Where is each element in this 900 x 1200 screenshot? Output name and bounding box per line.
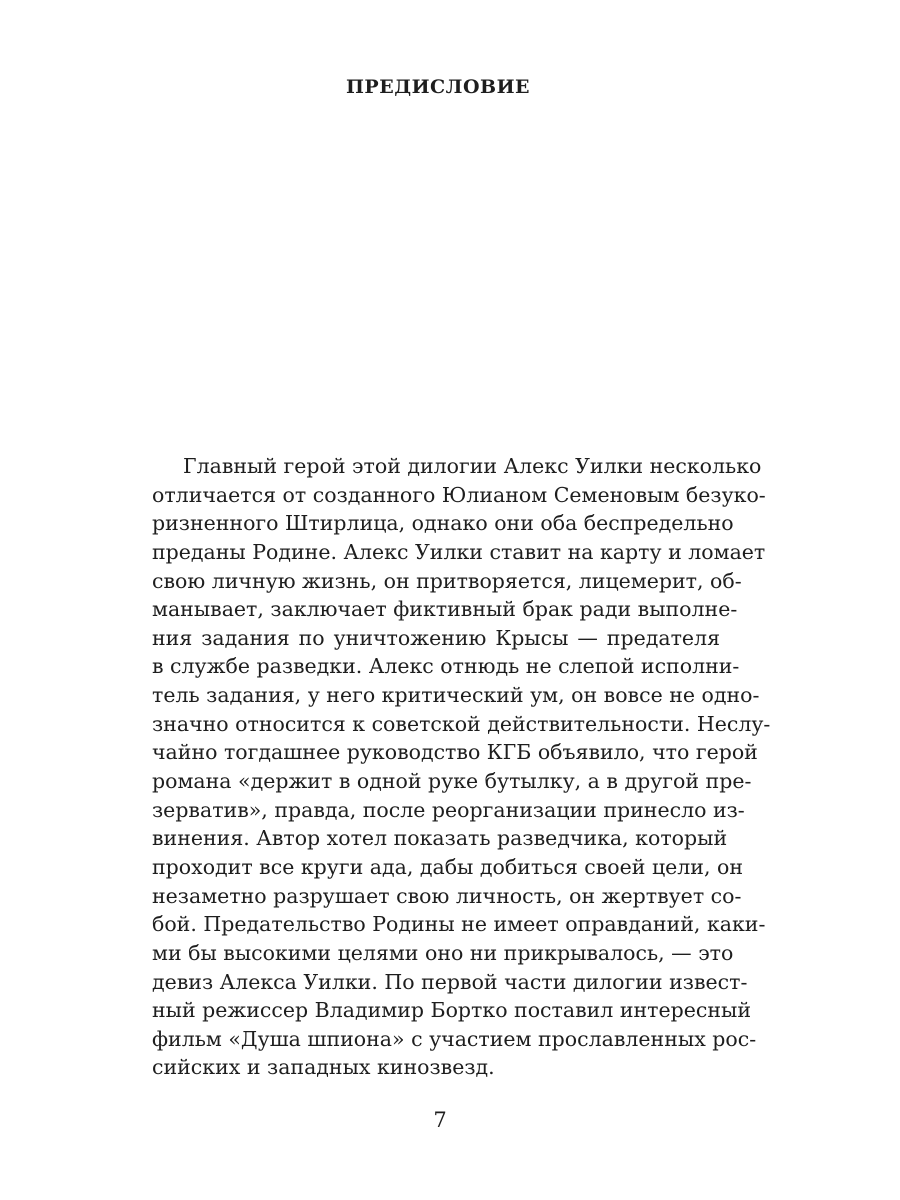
text-line: сийских и западных кинозвезд. <box>152 1055 495 1080</box>
text-line: значно относится к советской действительности. Неслу- <box>152 711 771 736</box>
text-line: отличается от созданного Юлианом Семеновым безуко- <box>152 482 766 507</box>
text-line: незаметно разрушает свою личность, он жертвует со- <box>152 883 742 908</box>
text-line: преданы Родине. Алекс Уилки ставит на карту и ломает <box>152 539 766 564</box>
text-line: чайно тогдашнее руководство КГБ объявило, что герой <box>152 740 758 765</box>
text-line: зерватив», правда, после реорганизации принесло из- <box>152 797 745 822</box>
text-line: винения. Автор хотел показать разведчика, который <box>152 826 728 851</box>
text-line: бой. Предательство Родины не имеет оправданий, каки- <box>152 912 766 937</box>
text-line: ми бы высокими целями оно ни прикрывалось, — это <box>152 940 734 965</box>
text-line: фильм «Душа шпиона» с участием прославленных рос- <box>152 1026 757 1051</box>
page-number: 7 <box>433 1108 447 1132</box>
text-line: Главный герой этой дилогии Алекс Уилки несколько <box>183 454 762 478</box>
text-line: романа «держит в одной руке бутылку, а в другой пре- <box>152 769 752 794</box>
text-line: ния задания по уничтожению Крысы — предателя <box>152 625 720 650</box>
chapter-title: ПРЕДИСЛОВИЕ <box>345 76 531 98</box>
text-line: проходит все круги ада, дабы добиться своей цели, он <box>152 854 743 879</box>
text-line: девиз Алекса Уилки. По первой части дилогии извест- <box>152 969 748 994</box>
preface-paragraph <box>152 452 771 1082</box>
text-line: ризненного Штирлица, однако они оба беспредельно <box>152 511 734 536</box>
text-line: манывает, заключает фиктивный брак ради выполне- <box>152 597 738 622</box>
text-line: свою личную жизнь, он притворяется, лицемерит, об- <box>152 568 742 593</box>
text-line: тель задания, у него критический ум, он вовсе не одно- <box>152 683 760 708</box>
text-line: в службе разведки. Алекс отнюдь не слепой исполни- <box>152 654 740 679</box>
text-line: ный режиссер Владимир Бортко поставил интересный <box>152 998 752 1023</box>
